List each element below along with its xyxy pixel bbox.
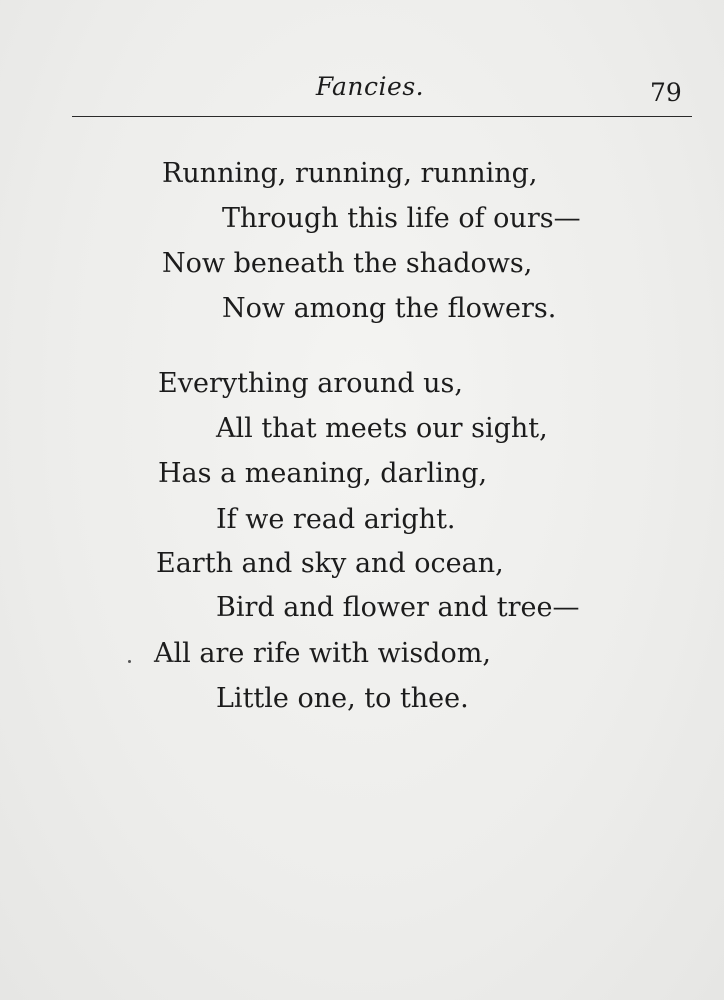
- poem-line: If we read aright.: [216, 504, 456, 535]
- poem-line: All that meets our sight,: [216, 413, 548, 444]
- poem-line: Running, running, running,: [162, 158, 538, 189]
- poem-line: Now beneath the shadows,: [162, 248, 533, 279]
- running-title: Fancies.: [315, 72, 425, 101]
- paper-speck: [128, 660, 131, 663]
- poem-line: Now among the flowers.: [222, 293, 557, 324]
- poem-line: All are rife with wisdom,: [154, 638, 491, 669]
- poem-line: Bird and flower and tree—: [216, 592, 580, 623]
- poem-line: Through this life of ours—: [222, 203, 581, 234]
- header-rule: [72, 116, 692, 117]
- poem-line: Earth and sky and ocean,: [156, 548, 504, 579]
- poem-line: Little one, to thee.: [216, 683, 469, 714]
- page-number: 79: [650, 78, 682, 107]
- poem-line: Everything around us,: [158, 368, 463, 399]
- poem-line: Has a meaning, darling,: [158, 458, 488, 489]
